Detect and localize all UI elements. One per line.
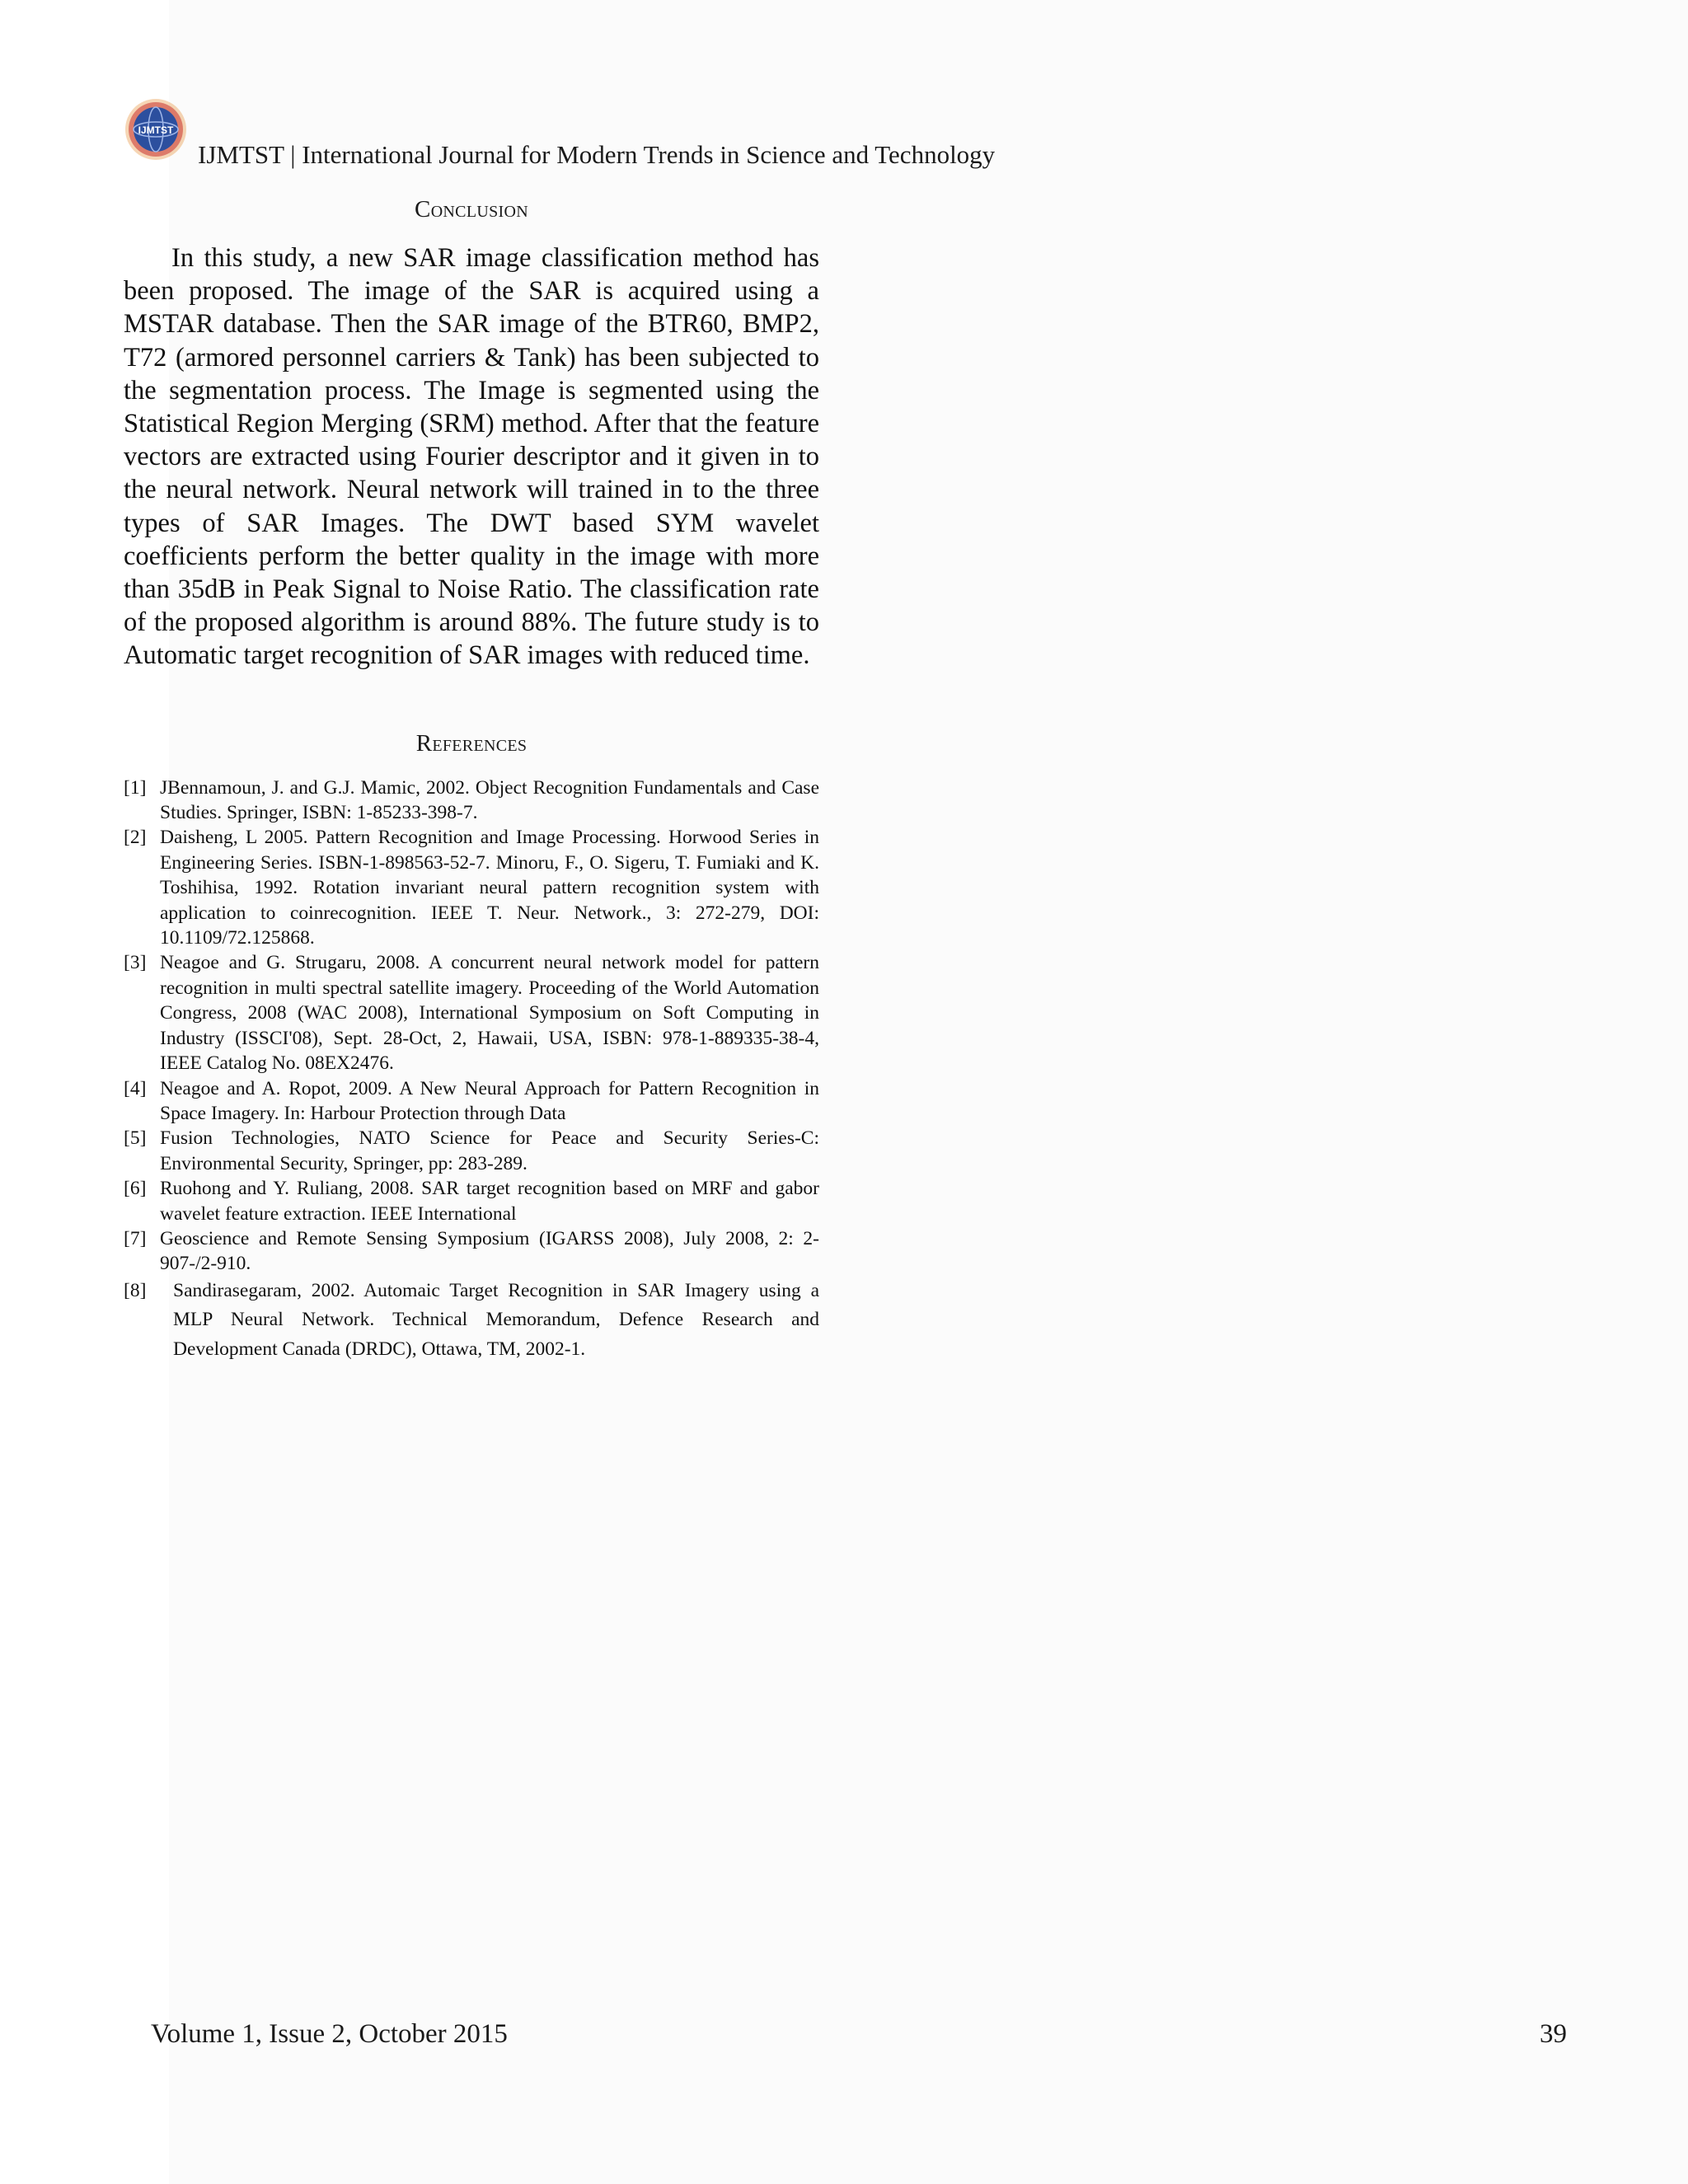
reference-text: Fusion Technologies, NATO Science for Peace and Security Series-C: Environmental Security, Springer, pp: 283-289. (160, 1127, 819, 1174)
journal-logo-text: IJMTST (138, 124, 174, 136)
reference-text: Neagoe and A. Ropot, 2009. A New Neural Approach for Pattern Recognition in Space Imagery. In: Harbour Protection through Data (160, 1077, 819, 1124)
reference-text: JBennamoun, J. and G.J. Mamic, 2002. Object Recognition Fundamentals and Case Studies. Springer, ISBN: 1-85233-398-7. (160, 776, 819, 824)
reference-item (124, 1126, 819, 1176)
reference-number: [4] (124, 1077, 147, 1099)
reference-text: Neagoe and G. Strugaru, 2008. A concurrent neural network model for pattern recognition in multi spectral satellite imagery. Proceeding of the World Automation Congress, 2008 (WAC 2008), International Symposium on Soft Computing in Industry (ISSCI'08), Sept. 28-Oct, 2, Hawaii, USA, ISBN: 978-1-889335-38-4, IEEE Catalog No. 08EX2476. (160, 952, 819, 1075)
reference-number: [6] (124, 1178, 147, 1200)
reference-item (124, 825, 819, 950)
reference-number: [7] (124, 1227, 147, 1249)
reference-text: Ruohong and Y. Ruliang, 2008. SAR target recognition based on MRF and gabor wavelet feature extraction. IEEE International (160, 1178, 819, 1225)
left-column (124, 196, 819, 1364)
reference-item (124, 1076, 819, 1127)
conclusion-heading: Conclusion (415, 196, 528, 223)
reference-number: [1] (124, 776, 147, 799)
reference-list (124, 776, 819, 1365)
volume-issue-label: Volume 1, Issue 2, October 2015 (151, 2019, 508, 2049)
reference-text: Daisheng, L 2005. Pattern Recognition and Image Processing. Horwood Series in Engineering Series. ISBN-1-898563-52-7. Minoru, F., O. Sigeru, T. Fumiaki and K. Toshihisa, 1992. Rotation invariant neural pattern recognition system with application to coinrecognition. IEEE T. Neur. Network., 3: 272-279, DOI: 10.1109/72.125868. (160, 827, 819, 949)
references-heading: References (415, 729, 528, 757)
reference-text: Geoscience and Remote Sensing Symposium (IGARSS 2008), July 2008, 2: 2-907-/2-910. (160, 1227, 819, 1275)
reference-text: Sandirasegaram, 2002. Automaic Target Recognition in SAR Imagery using a MLP Neural Network. Technical Memorandum, Defence Research and Development Canada (DRDC), Ottawa, TM, 2002-1. (173, 1279, 819, 1360)
reference-item (124, 950, 819, 1076)
journal-title: IJMTST | International Journal for Modern Trends in Science and Technology (198, 140, 996, 169)
page-header (124, 97, 1195, 171)
reference-number: [2] (124, 827, 147, 849)
journal-logo-emblem (124, 97, 188, 162)
reference-number: [8] (124, 1279, 147, 1301)
reference-item (124, 1176, 819, 1226)
reference-item (124, 776, 819, 826)
journal-logo (124, 97, 188, 162)
reference-number: [3] (124, 952, 147, 974)
reference-item (124, 1226, 819, 1277)
conclusion-paragraph: In this study, a new SAR image classification method has been proposed. The image of the SAR is acquired using a MSTAR database. Then the SAR image of the BTR60, BMP2, T72 (armored personnel carriers & Tank) has been subjected to the segmentation process. The Image is segmented using the Statistical Region Merging (SRM) method. After that the feature vectors are extracted using Fourier descriptor and it given in to the neural network. Neural network will trained in to the three types of SAR Images. The DWT based SYM wavelet coefficients perform the better quality in the image with more than 35dB in Peak Signal to Noise Ratio. The classification rate of the proposed algorithm is around 88%. The future study is to Automatic target recognition of SAR images with reduced time. (124, 243, 819, 671)
reference-item (124, 1277, 819, 1365)
page-number: 39 (1540, 2019, 1567, 2049)
reference-number: [5] (124, 1127, 147, 1150)
